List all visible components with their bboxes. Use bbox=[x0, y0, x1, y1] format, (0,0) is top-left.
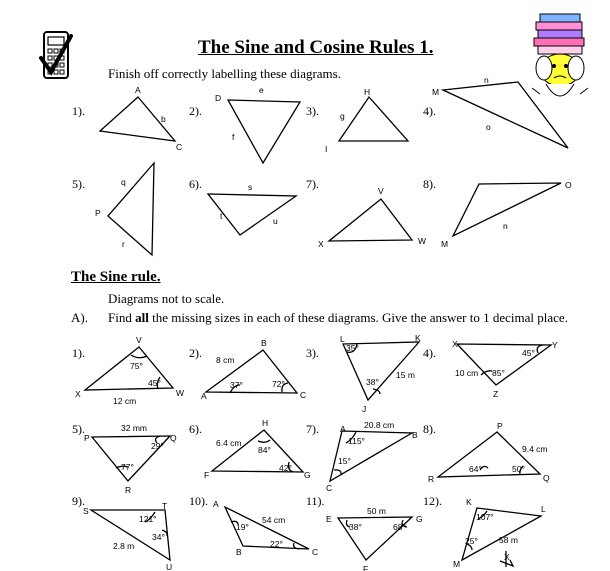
vertex-label: L bbox=[541, 504, 546, 514]
side-label: e bbox=[259, 85, 264, 95]
problem-number: 7). bbox=[306, 422, 319, 436]
problem-number: 2). bbox=[189, 104, 202, 118]
angle-label: 115° bbox=[348, 436, 365, 446]
problem-number: 3). bbox=[306, 104, 319, 118]
vertex-label: V bbox=[136, 335, 142, 345]
angle-label: 25° bbox=[465, 536, 478, 546]
vertex-label: Z bbox=[493, 389, 499, 399]
angle-label: 72° bbox=[272, 379, 285, 389]
vertex-label: F bbox=[363, 564, 369, 571]
vertex-label: X bbox=[452, 339, 458, 349]
side-label: 8 cm bbox=[216, 355, 235, 365]
vertex-label: S bbox=[83, 506, 89, 516]
part-label: A). bbox=[71, 310, 88, 325]
vertex-label: R bbox=[125, 485, 132, 495]
vertex-label: P bbox=[84, 433, 90, 443]
side-label: 12 cm bbox=[113, 396, 137, 406]
angle-label: 75° bbox=[130, 361, 143, 371]
vertex-label: A bbox=[340, 424, 346, 434]
vertex-label: F bbox=[204, 470, 210, 480]
angle-label: 107° bbox=[476, 512, 494, 522]
problem-number: 3). bbox=[306, 346, 319, 360]
find-instruction-pre: Find bbox=[108, 310, 136, 325]
problem-number: 10). bbox=[189, 494, 208, 508]
side-label: 58 m bbox=[499, 535, 518, 545]
vertex-label: M bbox=[432, 87, 440, 97]
problem-number: 6). bbox=[189, 422, 202, 436]
vertex-label: M bbox=[441, 239, 449, 249]
vertex-label: G bbox=[304, 470, 311, 480]
triangle-l7 bbox=[329, 199, 412, 241]
problem-number: 4). bbox=[423, 104, 436, 118]
find-instruction-bold: all bbox=[135, 310, 149, 325]
vertex-label: Q bbox=[543, 473, 550, 483]
problem-number: 9). bbox=[72, 494, 85, 508]
vertex-label: B bbox=[236, 547, 242, 557]
problem-number: 8). bbox=[423, 177, 436, 191]
side-label: 32 mm bbox=[121, 423, 147, 433]
vertex-label: E bbox=[326, 514, 332, 524]
vertex-label: P bbox=[497, 421, 503, 431]
angle-label: 64° bbox=[469, 464, 482, 474]
vertex-label: B bbox=[261, 338, 267, 348]
side-label: n bbox=[484, 75, 489, 85]
triangle-l2 bbox=[228, 100, 300, 163]
side-label: t bbox=[220, 211, 223, 221]
angle-label: 35° bbox=[346, 343, 359, 353]
angle-label: 121° bbox=[139, 514, 157, 524]
angle-label: 38° bbox=[349, 522, 362, 532]
side-label: o bbox=[486, 122, 491, 132]
vertex-label: C bbox=[312, 547, 319, 557]
vertex-label: V bbox=[378, 186, 384, 196]
angle-label: 68° bbox=[393, 522, 406, 532]
side-label: s bbox=[248, 182, 253, 192]
side-label: 9.4 cm bbox=[522, 444, 548, 454]
vertex-label: H bbox=[262, 418, 269, 428]
side-label: b bbox=[161, 114, 166, 124]
triangle-l4 bbox=[443, 82, 568, 148]
side-label: 54 cm bbox=[262, 515, 286, 525]
side-label: 2.8 m bbox=[113, 541, 135, 551]
angle-label: 22° bbox=[270, 539, 283, 549]
angle-label: 29° bbox=[151, 441, 164, 451]
triangle-s12 bbox=[462, 508, 541, 560]
side-label: g bbox=[340, 111, 345, 121]
angle-label: 45° bbox=[522, 348, 535, 358]
problem-number: 8). bbox=[423, 422, 436, 436]
angle-label: 15° bbox=[338, 456, 351, 466]
vertex-label: W bbox=[176, 388, 185, 398]
side-label: f bbox=[232, 132, 235, 142]
vertex-label: O bbox=[565, 180, 572, 190]
angle-label: 84° bbox=[258, 445, 271, 455]
find-instruction-post: the missing sizes in each of these diagrams. Give the answer to 1 decimal place. bbox=[148, 310, 568, 325]
vertex-label: D bbox=[215, 93, 222, 103]
angle-label: 38° bbox=[366, 377, 379, 387]
vertex-label: X bbox=[318, 239, 324, 249]
vertex-label: A bbox=[213, 499, 219, 509]
vertex-label: X bbox=[504, 552, 510, 562]
side-label: n bbox=[503, 221, 508, 231]
angle-label: 37° bbox=[230, 380, 243, 390]
side-label: 20.8 cm bbox=[364, 420, 395, 430]
problem-number: 1). bbox=[72, 346, 85, 360]
angle-label: 19° bbox=[236, 522, 249, 532]
vertex-label: A bbox=[135, 85, 141, 95]
vertex-label: G bbox=[416, 514, 423, 524]
problem-number: 6). bbox=[189, 177, 202, 191]
vertex-label: W bbox=[418, 236, 427, 246]
side-label: r bbox=[122, 239, 125, 249]
vertex-label: R bbox=[428, 474, 435, 484]
vertex-label: K bbox=[415, 333, 421, 343]
vertex-label: M bbox=[453, 559, 461, 569]
problem-number: 4). bbox=[423, 346, 436, 360]
vertex-label: C bbox=[176, 142, 183, 152]
problem-number: 2). bbox=[189, 346, 202, 360]
labelling-instruction: Finish off correctly labelling these diagrams. bbox=[108, 66, 341, 81]
angle-label: 34° bbox=[152, 532, 165, 542]
vertex-label: L bbox=[340, 334, 345, 344]
problem-number: 7). bbox=[306, 177, 319, 191]
side-label: u bbox=[273, 216, 278, 226]
scale-note: Diagrams not to scale. bbox=[108, 291, 225, 306]
problem-number: 5). bbox=[72, 422, 85, 436]
problem-number: 1). bbox=[72, 104, 85, 118]
problem-number: 12). bbox=[423, 494, 442, 508]
triangle-l5 bbox=[108, 163, 154, 255]
vertex-label: H bbox=[364, 87, 371, 97]
vertex-label: U bbox=[166, 562, 173, 571]
side-label: 6.4 cm bbox=[216, 438, 242, 448]
vertex-label: A bbox=[201, 391, 207, 401]
side-label: 15 m bbox=[396, 370, 415, 380]
vertex-label: K bbox=[466, 497, 472, 507]
vertex-label: C bbox=[300, 390, 307, 400]
problem-number: 5). bbox=[72, 177, 85, 191]
triangle-l3 bbox=[339, 97, 408, 141]
vertex-label: B bbox=[412, 430, 418, 440]
vertex-label: T bbox=[162, 501, 168, 511]
angle-label: 50° bbox=[512, 464, 525, 474]
vertex-label: Y bbox=[552, 340, 558, 350]
side-label: 10 cm bbox=[455, 368, 479, 378]
vertex-label: Q bbox=[170, 433, 177, 443]
problem-number: 11). bbox=[306, 494, 325, 508]
angle-label: 45° bbox=[148, 378, 161, 388]
vertex-label: X bbox=[75, 389, 81, 399]
side-label: q bbox=[121, 177, 126, 187]
vertex-label: I bbox=[325, 144, 328, 154]
vertex-label: J bbox=[362, 404, 367, 414]
side-label: 50 m bbox=[367, 506, 386, 516]
sine-rule-heading: The Sine rule. bbox=[71, 269, 161, 285]
angle-label: 77° bbox=[121, 462, 134, 472]
angle-label: 85° bbox=[492, 368, 505, 378]
vertex-label: P bbox=[95, 208, 101, 218]
vertex-label: C bbox=[326, 483, 333, 493]
angle-label: 42° bbox=[279, 463, 292, 473]
page-title: The Sine and Cosine Rules 1. bbox=[198, 37, 434, 58]
